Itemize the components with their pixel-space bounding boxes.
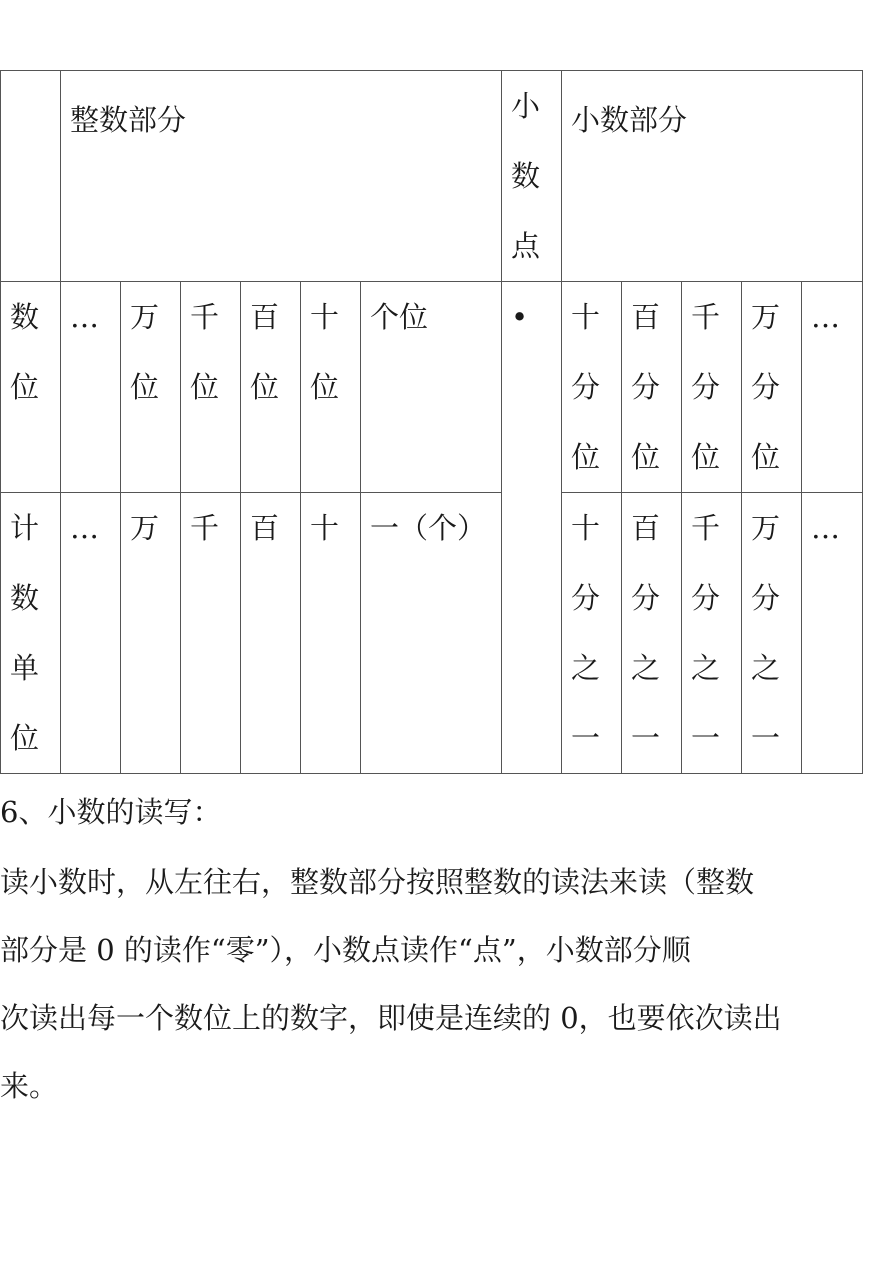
unit-cell-bai: 百: [241, 493, 301, 774]
unit-row-label: 计 数 单 位: [1, 493, 61, 774]
corner-cell: [1, 71, 61, 282]
unit-cell-tenth: 十 分 之 一: [562, 493, 622, 774]
table-header-row: [1, 71, 863, 282]
unit-cell-more: …: [61, 493, 121, 774]
integer-part-header: 整数部分: [61, 71, 502, 282]
place-cell-tenths: 十 分 位: [562, 282, 622, 493]
unit-cell-hundredth: 百 分 之 一: [622, 493, 682, 774]
decimal-part-header: 小数部分: [562, 71, 863, 282]
paragraph-line-1: 读小数时，从左往右，整数部分按照整数的读法来读（整数: [0, 865, 755, 899]
decimal-point-cell: •: [502, 282, 562, 774]
decimal-point-header: 小 数 点: [502, 71, 562, 282]
paragraph-line-3: 次读出每一个数位上的数字，即使是连续的 0，也要依次读出: [0, 1001, 782, 1035]
unit-cell-ten-thousandth: 万 分 之 一: [742, 493, 802, 774]
place-row: [1, 282, 863, 493]
place-value-table: [0, 70, 863, 774]
unit-cell-ge: 一（个）: [361, 493, 502, 774]
unit-cell-shi: 十: [301, 493, 361, 774]
paragraph-line-4: 来。: [0, 1069, 59, 1103]
place-row-label: 数 位: [1, 282, 61, 493]
place-cell-hundredths: 百 分 位: [622, 282, 682, 493]
unit-cell-thousandth: 千 分 之 一: [682, 493, 742, 774]
section-heading: 6、小数的读写：: [0, 795, 222, 829]
paragraph-line-2: 部分是 0 的读作“零”），小数点读作“点”，小数部分顺: [0, 933, 691, 967]
unit-cell-dec-more: …: [802, 493, 863, 774]
unit-cell-qian: 千: [181, 493, 241, 774]
place-cell-more: …: [61, 282, 121, 493]
unit-row: [1, 493, 863, 774]
place-cell-wan: 万 位: [121, 282, 181, 493]
place-cell-qian: 千 位: [181, 282, 241, 493]
place-cell-dec-more: …: [802, 282, 863, 493]
unit-cell-wan: 万: [121, 493, 181, 774]
place-cell-shi: 十 位: [301, 282, 361, 493]
place-cell-bai: 百 位: [241, 282, 301, 493]
place-cell-thousandths: 千 分 位: [682, 282, 742, 493]
place-cell-ten-thousandths: 万 分 位: [742, 282, 802, 493]
place-cell-ge: 个位: [361, 282, 502, 493]
